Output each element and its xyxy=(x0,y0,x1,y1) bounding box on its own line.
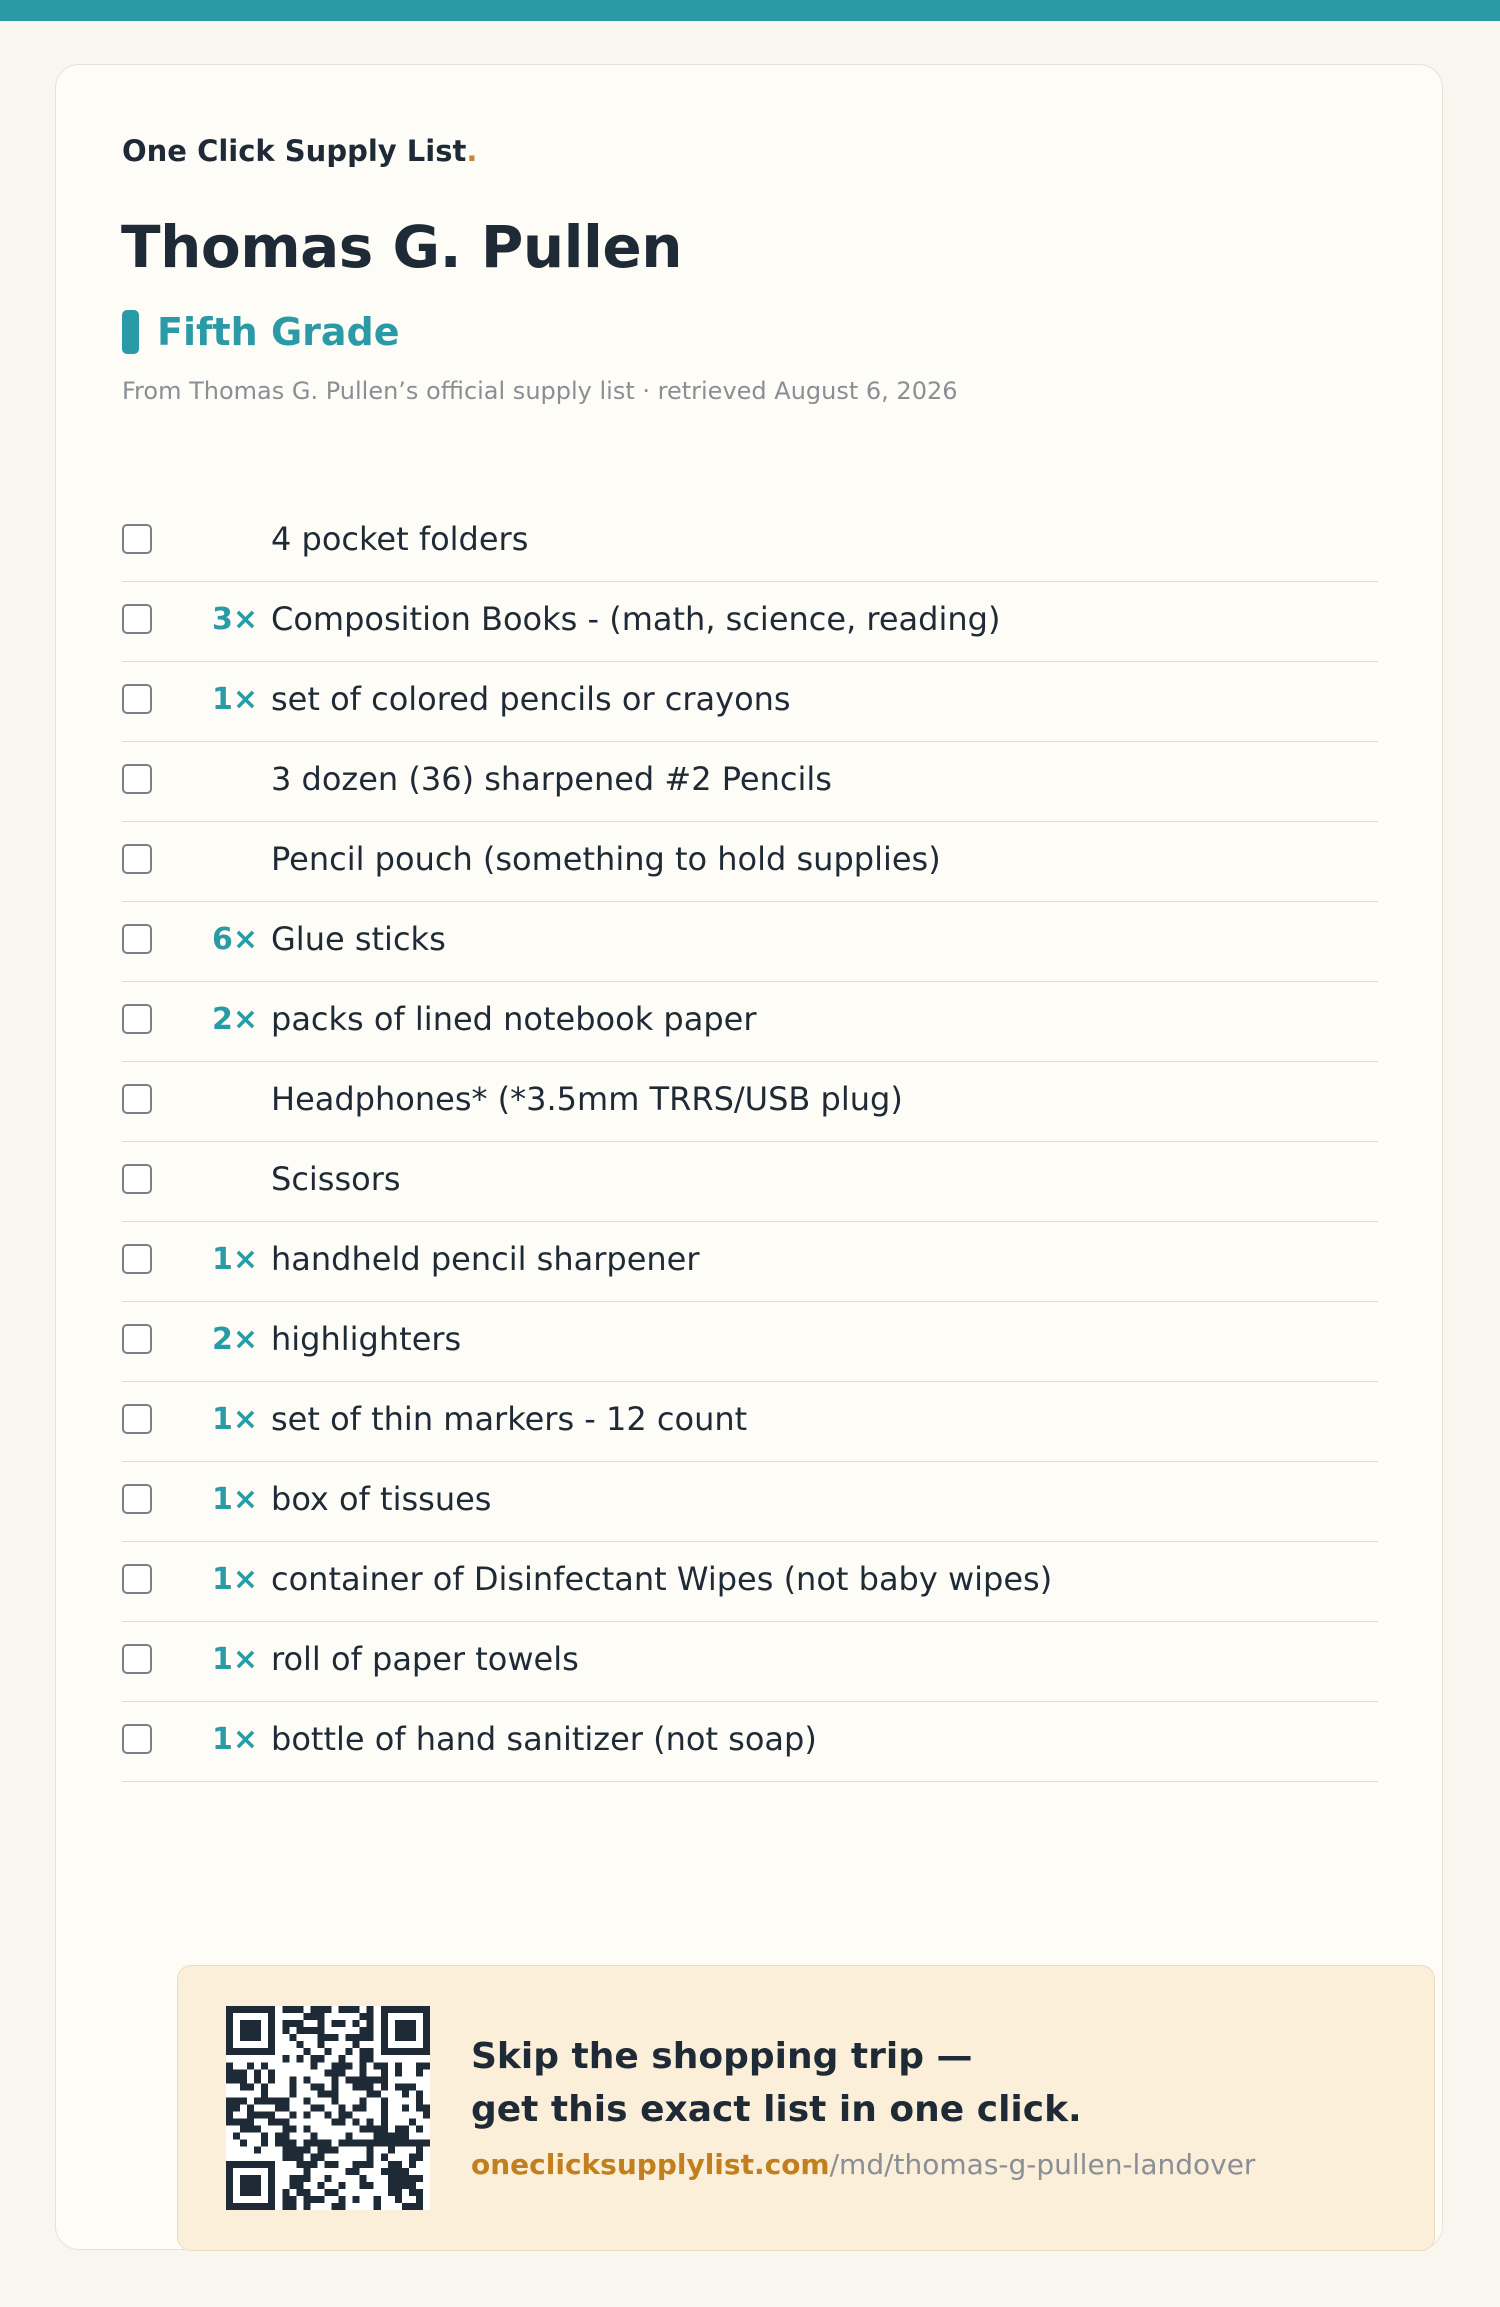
item-checkbox[interactable] xyxy=(122,1564,152,1594)
brand-logo xyxy=(122,134,477,168)
item-checkbox[interactable] xyxy=(122,1724,152,1754)
item-label: set of thin markers - 12 count xyxy=(271,1400,748,1438)
item-label: Pencil pouch (something to hold supplies) xyxy=(271,840,941,878)
item-quantity: 1× xyxy=(211,1402,258,1437)
brand-dot: . xyxy=(466,134,478,168)
item-checkbox[interactable] xyxy=(122,684,152,714)
item-label: 4 pocket folders xyxy=(271,520,529,558)
item-quantity: 2× xyxy=(211,1322,258,1357)
supply-item xyxy=(122,1382,1378,1462)
item-quantity: 2× xyxy=(211,1002,258,1037)
promo-url-path: /md/thomas-g-pullen-landover xyxy=(829,2148,1256,2181)
item-label: Composition Books - (math, science, reading) xyxy=(271,600,1001,638)
supply-item xyxy=(122,742,1378,822)
item-checkbox[interactable] xyxy=(122,764,152,794)
item-label: box of tissues xyxy=(271,1480,492,1518)
promo-line-2: get this exact list in one click. xyxy=(471,2089,1082,2130)
supply-item xyxy=(122,582,1378,662)
item-label: Glue sticks xyxy=(271,920,446,958)
supply-item xyxy=(122,822,1378,902)
school-name: Thomas G. Pullen xyxy=(121,213,683,281)
supply-item xyxy=(122,1142,1378,1222)
item-checkbox[interactable] xyxy=(122,604,152,634)
grade-heading xyxy=(122,308,400,356)
supply-item xyxy=(122,902,1378,982)
item-checkbox[interactable] xyxy=(122,844,152,874)
item-quantity: 1× xyxy=(211,682,258,717)
item-label: packs of lined notebook paper xyxy=(271,1000,757,1038)
item-label: 3 dozen (36) sharpened #2 Pencils xyxy=(271,760,832,798)
supply-item xyxy=(122,502,1378,582)
item-checkbox[interactable] xyxy=(122,924,152,954)
item-quantity: 1× xyxy=(211,1722,258,1757)
item-checkbox[interactable] xyxy=(122,1084,152,1114)
grade-accent-bar xyxy=(122,310,139,354)
item-quantity: 1× xyxy=(211,1642,258,1677)
item-quantity: 1× xyxy=(211,1562,258,1597)
item-label: roll of paper towels xyxy=(271,1640,579,1678)
supply-item xyxy=(122,1222,1378,1302)
grade-label: Fifth Grade xyxy=(157,310,400,354)
item-checkbox[interactable] xyxy=(122,1164,152,1194)
supply-item xyxy=(122,1702,1378,1782)
qr-code-icon[interactable] xyxy=(226,2006,430,2210)
item-checkbox[interactable] xyxy=(122,1404,152,1434)
promo-heading xyxy=(471,2030,1082,2136)
promo-url-domain: oneclicksupplylist.com xyxy=(471,2148,830,2181)
item-checkbox[interactable] xyxy=(122,1004,152,1034)
item-checkbox[interactable] xyxy=(122,1484,152,1514)
supply-item xyxy=(122,1062,1378,1142)
item-label: highlighters xyxy=(271,1320,462,1358)
promo-box xyxy=(177,1965,1435,2251)
supply-item xyxy=(122,1302,1378,1382)
item-quantity: 6× xyxy=(211,922,258,957)
promo-line-1: Skip the shopping trip — xyxy=(471,2036,973,2077)
source-note: From Thomas G. Pullen’s official supply list · retrieved August 6, 2026 xyxy=(122,377,958,405)
supply-item xyxy=(122,1462,1378,1542)
brand-name: One Click Supply List xyxy=(122,134,467,168)
item-checkbox[interactable] xyxy=(122,1244,152,1274)
promo-url-link[interactable] xyxy=(471,2148,1255,2181)
supply-item xyxy=(122,1542,1378,1622)
item-label: set of colored pencils or crayons xyxy=(271,680,791,718)
item-label: Headphones* (*3.5mm TRRS/USB plug) xyxy=(271,1080,903,1118)
item-quantity: 1× xyxy=(211,1482,258,1517)
item-checkbox[interactable] xyxy=(122,524,152,554)
item-label: bottle of hand sanitizer (not soap) xyxy=(271,1720,817,1758)
supply-list-card xyxy=(55,64,1443,2250)
supply-list xyxy=(122,502,1378,1782)
item-quantity: 3× xyxy=(211,602,258,637)
item-label: container of Disinfectant Wipes (not baby wipes) xyxy=(271,1560,1053,1598)
supply-item xyxy=(122,662,1378,742)
item-quantity: 1× xyxy=(211,1242,258,1277)
top-accent-bar xyxy=(0,0,1500,21)
item-label: handheld pencil sharpener xyxy=(271,1240,700,1278)
item-label: Scissors xyxy=(271,1160,401,1198)
supply-item xyxy=(122,982,1378,1062)
item-checkbox[interactable] xyxy=(122,1324,152,1354)
item-checkbox[interactable] xyxy=(122,1644,152,1674)
supply-item xyxy=(122,1622,1378,1702)
